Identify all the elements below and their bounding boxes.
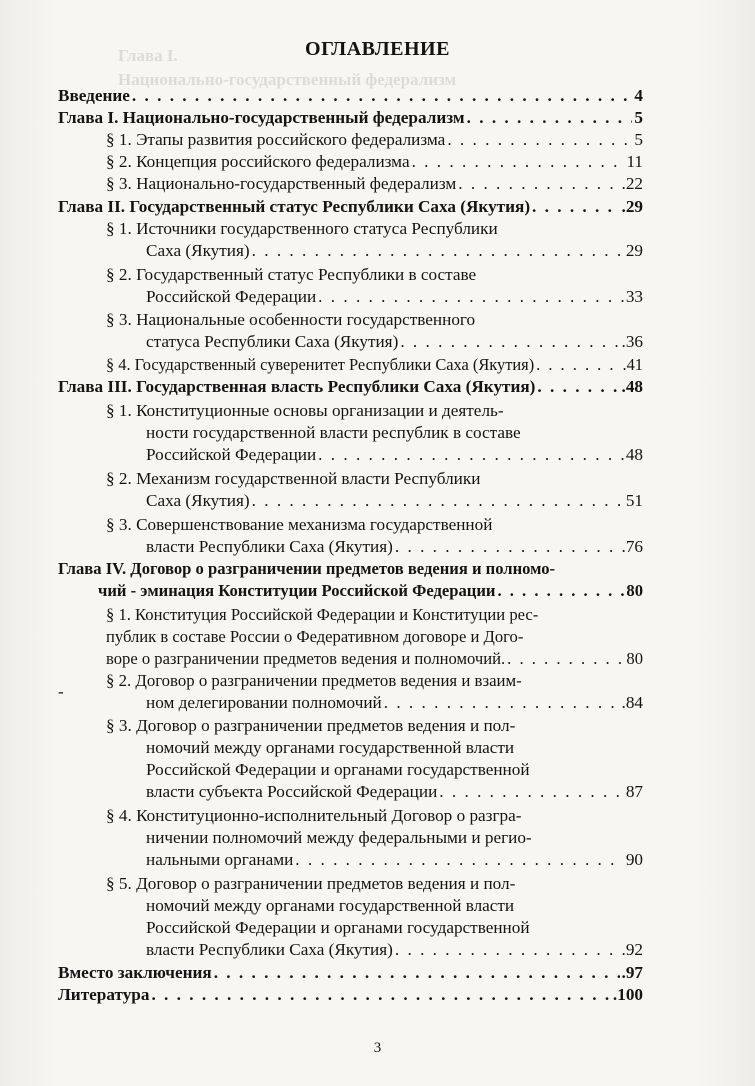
toc-entry-ch4-section-4-line1: § 4. Конституционно-исполнительный Договор о разгра- [106,806,522,825]
toc-entry-chapter-3[interactable]: Глава III. Государственная власть Республики Саха (Якутия) . . . .48 [58,376,643,398]
toc-entry-chapter-2[interactable]: Глава II. Государственный статус Республики Саха (Якутия) . . . .29 [58,196,643,218]
toc-entry-ch4-section-1[interactable]: воре о разграничении предметов ведения и полномочий. . . . 80 [106,648,643,670]
toc-entry-ch4-section-5[interactable]: власти Республики Саха (Якутия) . . . .92 [146,939,643,961]
toc-entry-ch2-section-2-line1: § 2. Государственный статус Республики в составе [106,265,477,284]
toc-entry-ch4-section-3-line2: номочий между органами государственной власти [146,738,515,757]
toc-entry-ch3-section-1-line2: ности государственной власти республик в составе [146,423,521,442]
toc-entry-ch4-section-3-line3: Российской Федерации и органами государственной [146,760,530,779]
toc-entry-conclusion[interactable]: Вместо заключения . . . .97 [58,962,643,984]
toc-entry-ch3-section-3[interactable]: власти Республики Саха (Якутия) . . . .76 [146,536,643,558]
show-through-text: Национально-государственный федерализм [118,70,457,89]
toc-entry-bibliography[interactable]: Литература . . . .100 [58,984,643,1006]
toc-entry-ch1-section-3[interactable]: § 3. Национально-государственный федерализм . . . .22 [106,173,643,195]
toc-entry-ch4-section-3-line1: § 3. Договор о разграничении предметов ведения и пол- [106,716,516,735]
toc-entry-ch4-section-4[interactable]: нальными органами . . . 90 [146,849,643,871]
toc-entry-ch2-section-4[interactable]: § 4. Государственный суверенитет Республики Саха (Якутия) . . . .41 [106,354,643,376]
toc-entry-ch4-section-4-line2: ничении полномочий между федеральными и регио- [146,828,532,847]
toc-entry-ch4-section-1-line1: § 1. Конституция Российской Федерации и Конституции рес- [106,605,539,624]
toc-entry-ch4-section-5-line2: номочий между органами государственной власти [146,896,515,915]
toc-entry-ch1-section-1[interactable]: § 1. Этапы развития российского федерализма . . . 5 [106,129,643,151]
toc-entry-ch1-section-2[interactable]: § 2. Концепция российского федерализма . . . 11 [106,151,643,173]
toc-entry-ch3-section-2-line1: § 2. Механизм государственной власти Республики [106,469,481,488]
toc-entry-ch4-section-5-line3: Российской Федерации и органами государственной [146,918,530,937]
show-through-text: Глава I. [118,46,178,65]
page-number: 3 [373,1040,382,1056]
toc-entry-ch2-section-1[interactable]: Саха (Якутия) . . . 29 [146,240,643,262]
toc-entry-ch3-section-2[interactable]: Саха (Якутия) . . . 51 [146,490,643,512]
toc-entry-chapter-4[interactable]: чий - эминация Конституции Российской Федерации . . . 80 [98,580,643,602]
toc-entry-chapter-1[interactable]: Глава I. Национально-государственный федерализм . . . 5 [58,107,643,129]
toc-entry-ch4-section-2[interactable]: ном делегировании полномочий . . . .84 [146,692,643,714]
toc-entry-ch3-section-1-line1: § 1. Конституционные основы организации и деятель- [106,401,504,420]
toc-entry-ch4-section-5-line1: § 5. Договор о разграничении предметов ведения и пол- [106,874,516,893]
toc-entry-introduction[interactable]: Введение . . . 4 [58,85,643,107]
toc-entry-ch2-section-1-line1: § 1. Источники государственного статуса Республики [106,219,498,238]
toc-entry-ch4-section-3[interactable]: власти субъекта Российской Федерации . . . 87 [146,781,643,803]
toc-entry-ch2-section-2[interactable]: Российской Федерации . . . 33 [146,286,643,308]
toc-entry-ch3-section-1[interactable]: Российской Федерации . . . 48 [146,444,643,466]
toc-entry-ch3-section-3-line1: § 3. Совершенствование механизма государственной [106,515,493,534]
toc-entry-ch4-section-2-line1: § 2. Договор о разграничении предметов ведения и взаим- [106,671,522,690]
toc-entry-chapter-4-line1: Глава IV. Договор о разграничении предметов ведения и полномо- [58,559,556,578]
stray-dash-mark: - [58,682,64,701]
toc-entry-ch2-section-3-line1: § 3. Национальные особенности государственного [106,310,476,329]
page-title: ОГЛАВЛЕНИЕ [305,38,450,60]
toc-entry-ch4-section-1-line2: публик в составе России о Федеративном договоре и Дого- [106,627,524,646]
toc-entry-ch2-section-3[interactable]: статуса Республики Саха (Якутия) . . . .36 [146,331,643,353]
